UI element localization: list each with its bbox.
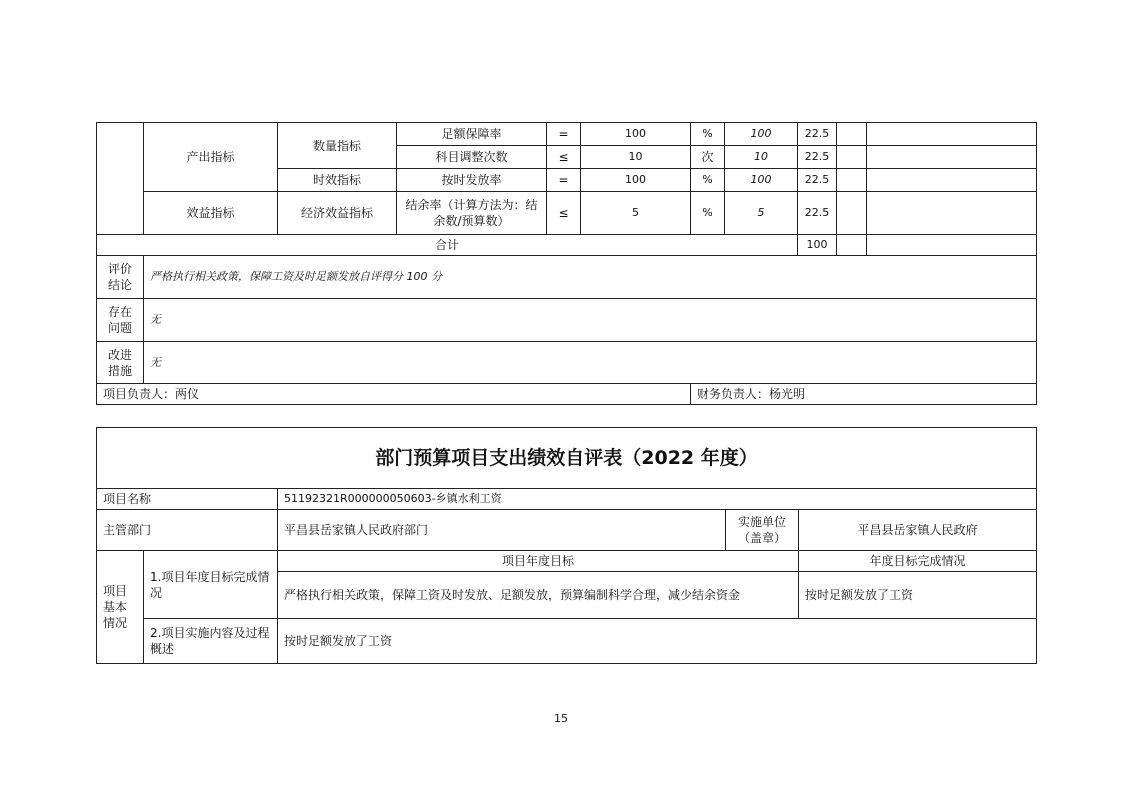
indicator-operator: ≤ xyxy=(547,192,581,235)
impl-value: 平昌县岳家镇人民政府 xyxy=(799,510,1037,551)
page-number: 15 xyxy=(554,712,568,725)
total-label: 合计 xyxy=(97,235,798,256)
form-title: 部门预算项目支出绩效自评表（2022 年度） xyxy=(97,428,1037,489)
indicator-actual: 10 xyxy=(725,146,798,169)
problem-text: 无 xyxy=(144,299,1037,342)
table-row xyxy=(97,619,1037,664)
indicator-name: 科目调整次数 xyxy=(397,146,547,169)
finance-owner: 财务负责人：杨光明 xyxy=(691,384,1037,405)
indicator-operator: = xyxy=(547,169,581,192)
total-row xyxy=(97,235,1037,256)
blank-cell xyxy=(97,123,144,235)
blank-cell xyxy=(867,192,1037,235)
indicator-unit: % xyxy=(691,123,725,146)
blank-cell xyxy=(867,235,1037,256)
signature-row xyxy=(97,384,1037,405)
improve-label: 改进措施 xyxy=(97,342,144,384)
annual-target-header: 项目年度目标 xyxy=(278,551,799,572)
evaluation-text: 严格执行相关政策，保障工资及时足额发放自评得分 100 分 xyxy=(144,256,1037,299)
dept-value: 平昌县岳家镇人民政府部门 xyxy=(278,510,726,551)
blank-cell xyxy=(837,123,867,146)
table-row xyxy=(97,510,1037,551)
impl-label: 实施单位（盖章） xyxy=(726,510,799,551)
indicator-target: 5 xyxy=(581,192,691,235)
output-category: 产出指标 xyxy=(144,123,278,192)
item1-completion: 按时足额发放了工资 xyxy=(799,572,1037,619)
blank-cell xyxy=(837,192,867,235)
improve-row xyxy=(97,342,1037,384)
blank-cell xyxy=(867,169,1037,192)
basic-label: 项目基本情况 xyxy=(97,551,144,664)
indicator-target: 10 xyxy=(581,146,691,169)
project-owner: 项目负责人：两仪 xyxy=(97,384,691,405)
title-row xyxy=(97,428,1037,489)
indicator-actual: 100 xyxy=(725,169,798,192)
completion-header: 年度目标完成情况 xyxy=(799,551,1037,572)
item2-label: 2.项目实施内容及过程概述 xyxy=(144,619,278,664)
indicator-target: 100 xyxy=(581,169,691,192)
blank-cell xyxy=(837,146,867,169)
evaluation-label: 评价结论 xyxy=(97,256,144,299)
self-evaluation-table xyxy=(96,427,1037,664)
table-row xyxy=(97,123,1037,146)
indicator-unit: % xyxy=(691,192,725,235)
item1-target: 严格执行相关政策，保障工资及时发放、足额发放，预算编制科学合理，减少结余资金 xyxy=(278,572,799,619)
total-score: 100 xyxy=(798,235,837,256)
improve-text: 无 xyxy=(144,342,1037,384)
economic-subcategory: 经济效益指标 xyxy=(278,192,397,235)
indicator-operator: ≤ xyxy=(547,146,581,169)
indicator-score: 22.5 xyxy=(798,146,837,169)
item1-label: 1.项目年度目标完成情况 xyxy=(144,551,278,619)
indicator-score: 22.5 xyxy=(798,169,837,192)
quantity-subcategory: 数量指标 xyxy=(278,123,397,169)
dept-label: 主管部门 xyxy=(97,510,278,551)
benefit-category: 效益指标 xyxy=(144,192,278,235)
blank-cell xyxy=(867,146,1037,169)
indicator-table xyxy=(96,122,1037,405)
table-row xyxy=(97,551,1037,572)
blank-cell xyxy=(867,123,1037,146)
indicator-operator: = xyxy=(547,123,581,146)
indicator-unit: 次 xyxy=(691,146,725,169)
indicator-name: 足额保障率 xyxy=(397,123,547,146)
project-name-value: 51192321R000000050603-乡镇水利工资 xyxy=(278,489,1037,510)
evaluation-row xyxy=(97,256,1037,299)
indicator-unit: % xyxy=(691,169,725,192)
time-subcategory: 时效指标 xyxy=(278,169,397,192)
indicator-score: 22.5 xyxy=(798,123,837,146)
problem-label: 存在问题 xyxy=(97,299,144,342)
indicator-name: 结余率（计算方法为：结余数/预算数） xyxy=(397,192,547,235)
indicator-name: 按时发放率 xyxy=(397,169,547,192)
indicator-actual: 5 xyxy=(725,192,798,235)
table-row xyxy=(97,489,1037,510)
item2-value: 按时足额发放了工资 xyxy=(278,619,1037,664)
table-row xyxy=(97,192,1037,235)
blank-cell xyxy=(837,235,867,256)
blank-cell xyxy=(837,169,867,192)
indicator-score: 22.5 xyxy=(798,192,837,235)
indicator-actual: 100 xyxy=(725,123,798,146)
project-name-label: 项目名称 xyxy=(97,489,278,510)
indicator-target: 100 xyxy=(581,123,691,146)
problem-row xyxy=(97,299,1037,342)
